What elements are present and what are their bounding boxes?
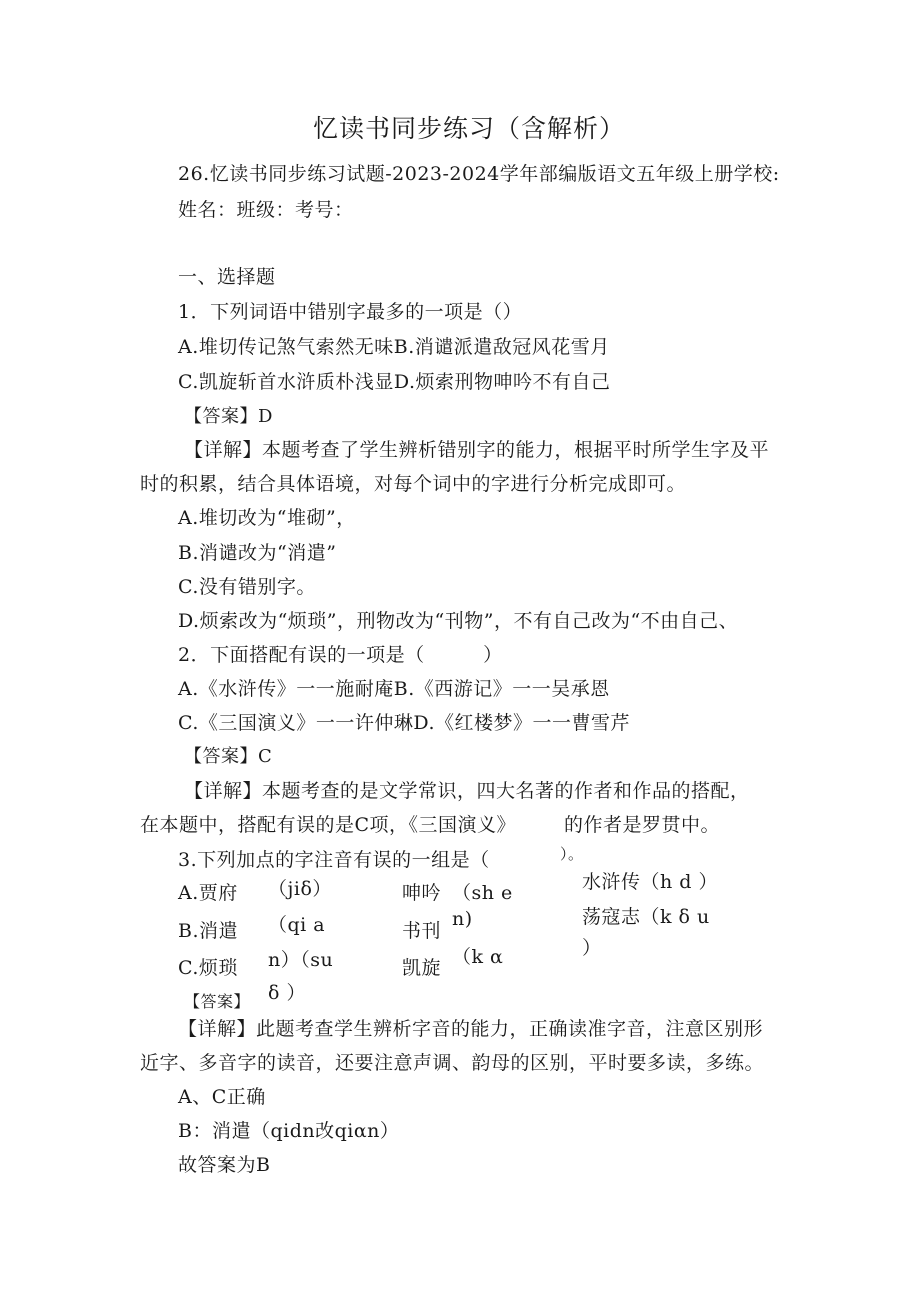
q1-fix-b: B.消谴改为“消遣” [178,542,337,564]
q3-option-b-word3: 荡寇志（k δ u [582,906,710,928]
q3-option-a-label: A.贾府 [178,882,238,904]
q3-option-b-pinyin: （qi a [268,914,326,936]
q1-options-cd: C.凯旋斩首水浒质朴浅显D.烦索刑物呻吟不有自己 [178,371,611,393]
q1-fix-c: C.没有错别字。 [178,576,316,598]
q3-option-a-pinyin2: （sh e [452,882,513,904]
q1-answer: 【答案】D [184,406,273,427]
q1-stem: 1．下列词语中错别字最多的一项是（） [178,301,523,323]
q1-fix-a: A.堆切改为“堆砌”， [178,507,356,529]
q3-option-b-label: B.消遣 [178,920,239,942]
page-title: 忆读书同步练习（含解析） [313,114,626,143]
q3-answer: 【答案】 [184,992,251,1011]
q3-option-c-pinyin: n）（su [268,949,334,971]
header-line-1: 26.忆读书同步练习试题-2023-2024学年部编版语文五年级上册学校: [178,163,780,185]
q3-option-c-word2: 凯旋 [402,957,442,979]
q1-fix-d: D.烦索改为“烦琐”，刑物改为“刊物”，不有自己改为“不由自己、 [178,610,739,632]
q2-explain-2b: 的作者是罗贯中。 [564,814,721,836]
q3-option-c-pinyin2: （k α [452,946,504,968]
q3-option-a-word2: 呻吟 [402,882,442,904]
q3-option-a-pinyin2b: n) [452,908,473,930]
q3-explain-1: 【详解】此题考查学生辨析字音的能力，正确读准字音，注意区别形 [178,1018,764,1040]
header-line-2: 姓名：班级：考号： [178,199,354,221]
q3-b-fix: B：消遣（qidn改qiαn） [178,1120,400,1142]
q3-option-c-pinyin-end: δ ） [268,982,306,1004]
section-heading: 一、选择题 [178,266,276,288]
q3-stem: 3.下列加点的字注音有误的一组是（ [178,849,490,871]
q2-stem: 2．下面搭配有误的一项是（ ） [178,644,503,666]
q1-options-ab: A.堆切传记煞气索然无味B.消谴派遣敌冠风花雪月 [178,336,610,358]
q3-ac-correct: A、C正确 [178,1086,266,1108]
q2-explain-1: 【详解】本题考查的是文学常识，四大名著的作者和作品的搭配， [184,780,750,802]
q2-answer: 【答案】C [184,746,273,767]
q2-explain-2a: 在本题中，搭配有误的是C项，《三国演义》 [140,814,517,836]
q1-explain-1: 【详解】本题考查了学生辨析错别字的能力，根据平时所学生字及平 [184,439,770,461]
q3-explain-2: 近字、多音字的读音，还要注意声调、韵母的区别，平时要多读，多练。 [140,1052,765,1074]
q3-option-a-pinyin: （jiδ） [268,878,332,900]
q1-explain-2: 时的积累，结合具体语境，对每个词中的字进行分析完成即可。 [140,473,687,495]
q3-stem-end: ）。 [560,845,584,863]
q2-options-cd: C.《三国演义》一一许仲琳D.《红楼梦》一一曹雪芹 [178,712,630,734]
q3-option-b-word3b: ） [582,937,602,959]
q3-final-answer: 故答案为B [178,1154,271,1176]
q3-option-b-word2: 书刊 [402,920,442,942]
q2-options-ab: A.《水浒传》一一施耐庵B.《西游记》一一吴承恩 [178,678,610,700]
q3-option-c-label: C.烦琐 [178,957,238,979]
q3-option-a-word3: 水浒传（h d ） [582,871,718,893]
